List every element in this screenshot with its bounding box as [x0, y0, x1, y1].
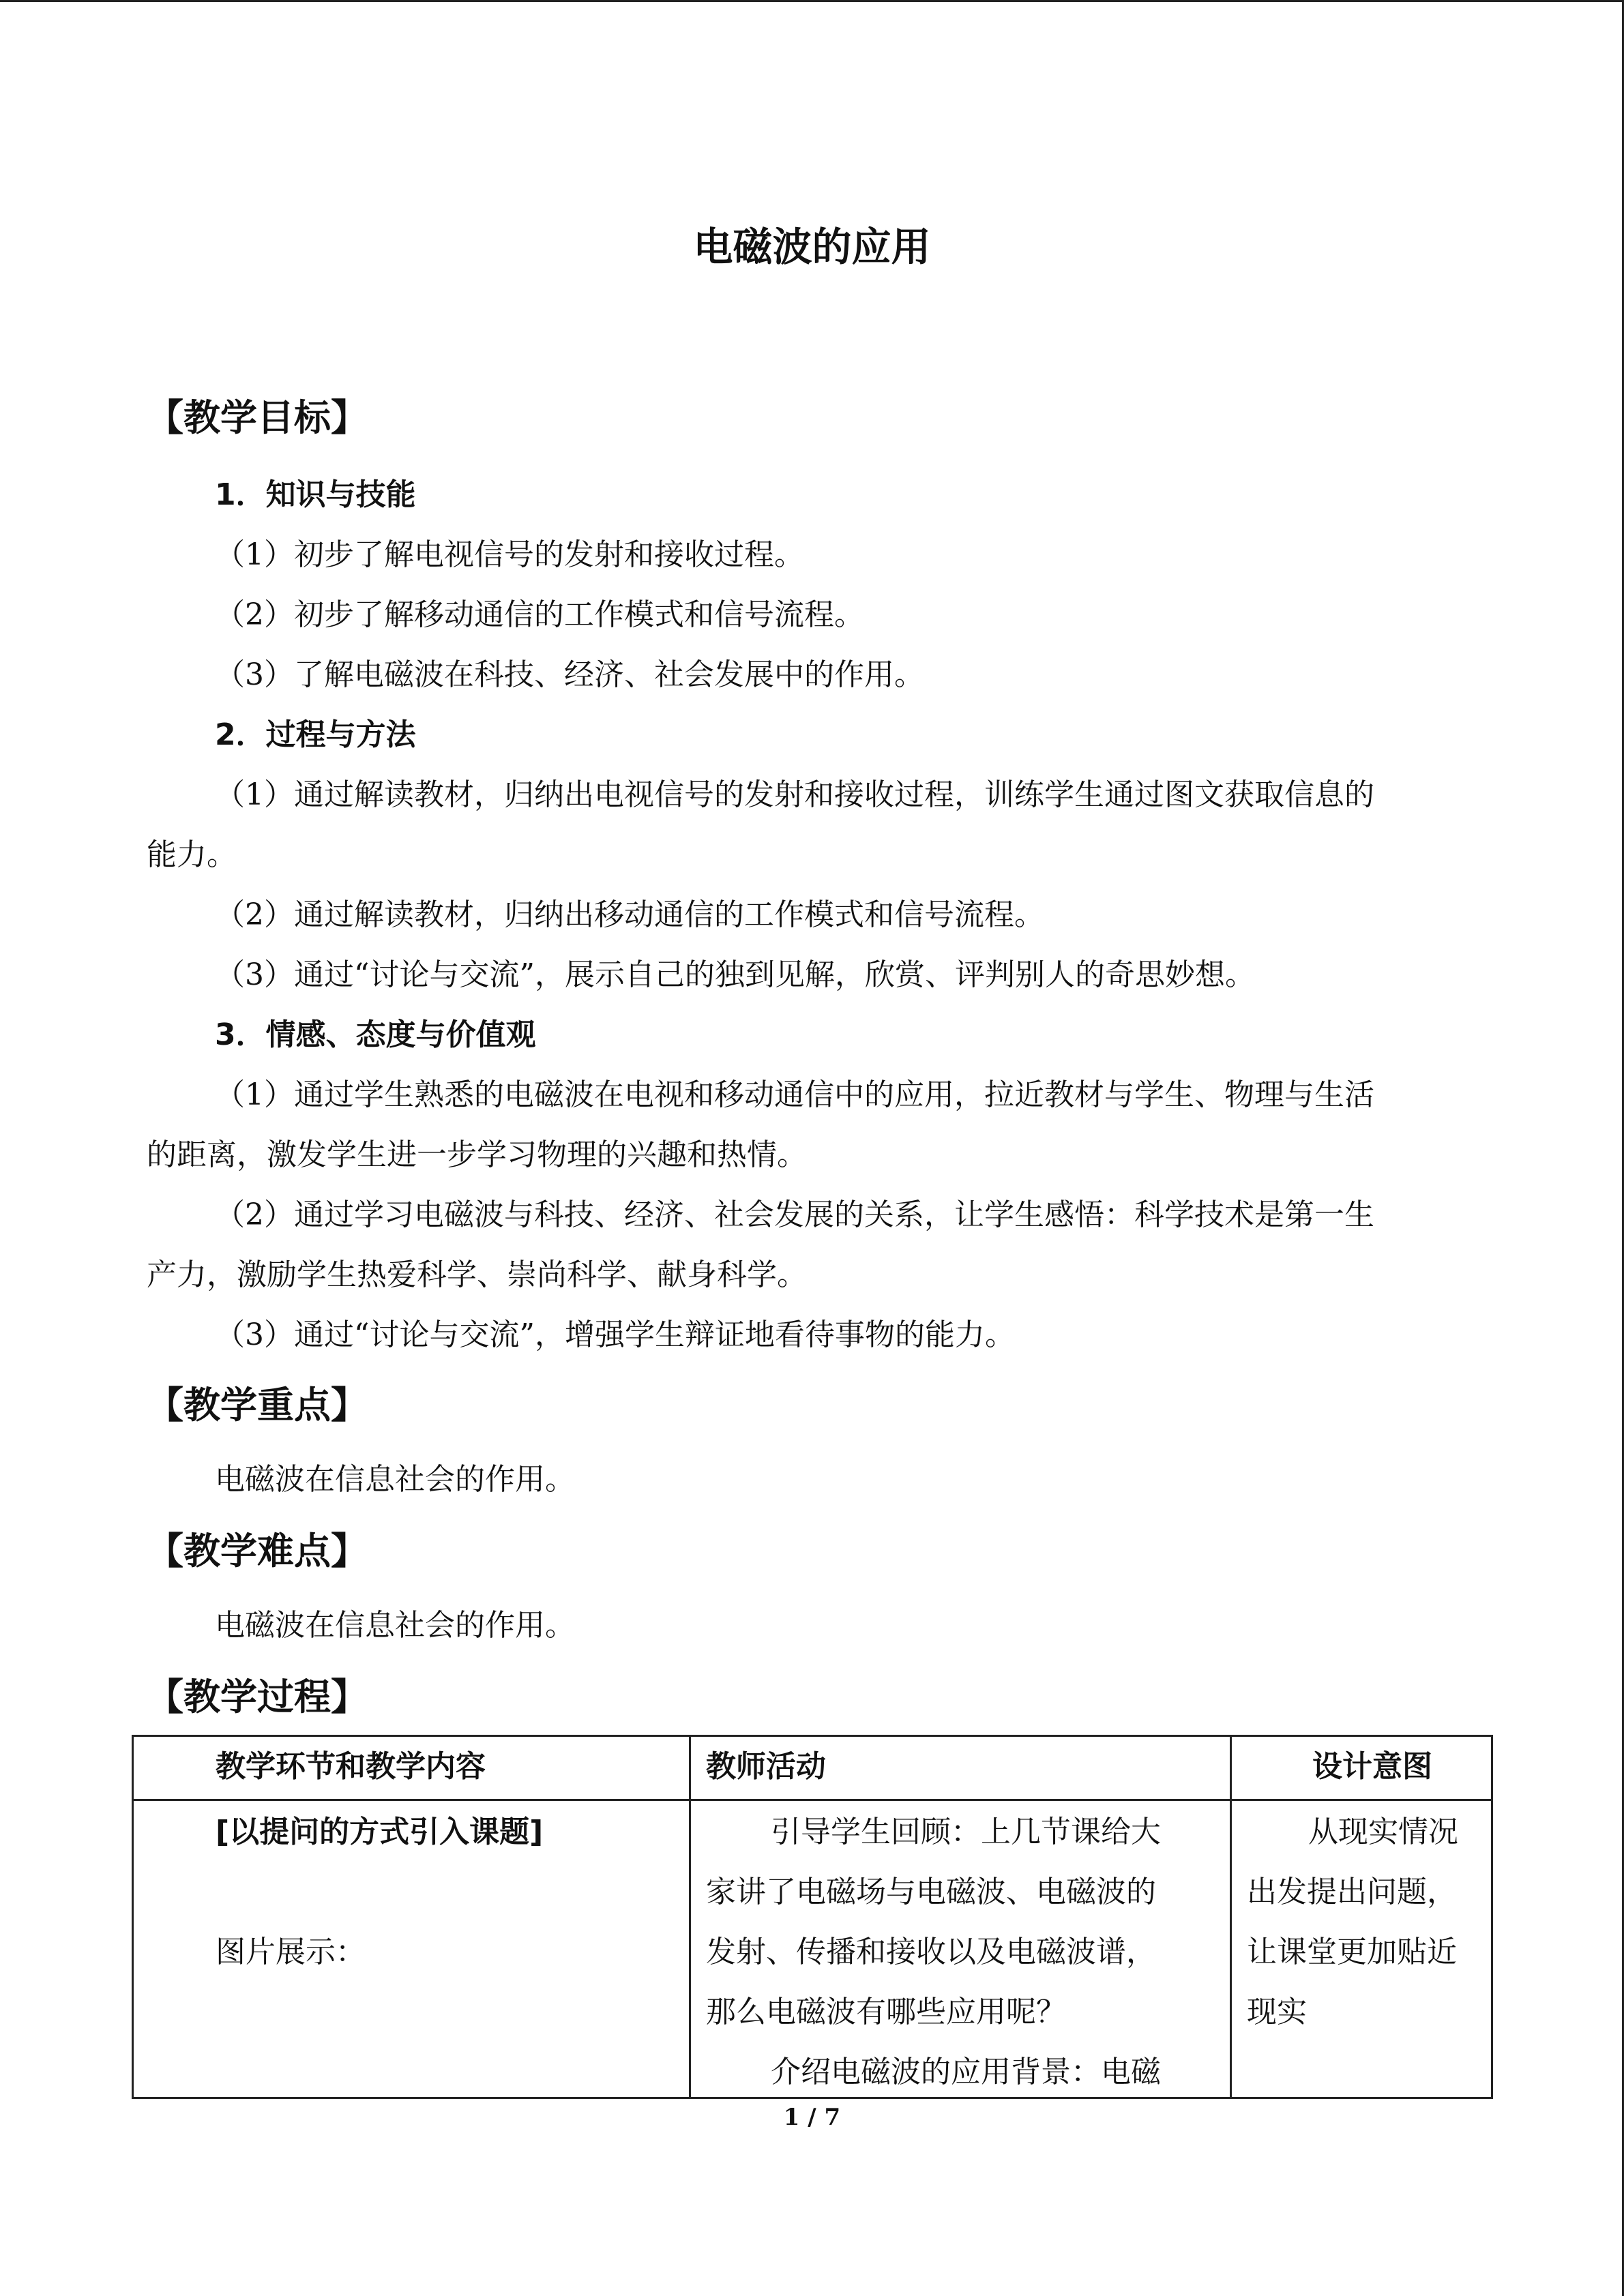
knowledge-item-1: （1）初步了解电视信号的发射和接收过程。	[215, 537, 804, 572]
header-content-label: 教学环节和教学内容	[216, 1749, 486, 1784]
header-cell-teacher	[690, 1736, 1231, 1800]
teacher-line-3: 发射、传播和接收以及电磁波谱，	[706, 1935, 1156, 1969]
header-cell-content	[133, 1736, 690, 1800]
emotion-item-3: （3）通过“讨论与交流”，增强学生辩证地看待事物的能力。	[215, 1317, 1015, 1352]
page-number: 1 / 7	[783, 2104, 841, 2131]
intent-line-4: 现实	[1247, 1995, 1307, 2029]
emotion-item-1-line-1: （1）通过学生熟悉的电磁波在电视和移动通信中的应用，拉近教材与学生、物理与生活	[215, 1077, 1374, 1112]
table-header-row	[133, 1736, 1492, 1800]
key-points-heading: 【教学重点】	[147, 1384, 368, 1427]
picture-label: 图片展示：	[216, 1935, 366, 1969]
process-section-heading: 【教学过程】	[147, 1675, 368, 1718]
table-row	[133, 1800, 1492, 2098]
process-item-2: （2）通过解读教材，归纳出移动通信的工作模式和信号流程。	[215, 897, 1044, 932]
knowledge-label: 1．知识与技能	[215, 477, 416, 512]
teacher-line-1: 引导学生回顾：上几节课给大	[771, 1815, 1161, 1849]
difficulties-heading: 【教学难点】	[147, 1530, 368, 1572]
process-item-3: （3）通过“讨论与交流”，展示自己的独到见解，欣赏、评判别人的奇思妙想。	[215, 957, 1255, 992]
header-teacher-label: 教师活动	[706, 1749, 826, 1784]
teacher-activity-cell	[690, 1800, 1231, 2098]
key-points-text: 电磁波在信息社会的作用。	[215, 1462, 575, 1497]
emotion-item-2-line-1: （2）通过学习电磁波与科技、经济、社会发展的关系，让学生感悟：科学技术是第一生	[215, 1197, 1374, 1232]
header-intent-label: 设计意图	[1312, 1749, 1432, 1784]
process-item-1-line-2: 能力。	[147, 837, 237, 872]
page-top-border	[0, 0, 1624, 2]
teacher-line-5: 介绍电磁波的应用背景：电磁	[771, 2055, 1161, 2089]
emotion-item-2-line-2: 产力，激励学生热爱科学、崇尚科学、献身科学。	[147, 1257, 807, 1292]
teacher-line-4: 那么电磁波有哪些应用呢？	[706, 1995, 1066, 2029]
intent-line-1: 从现实情况	[1308, 1815, 1458, 1849]
emotion-item-1-line-2: 的距离，激发学生进一步学习物理的兴趣和热情。	[147, 1137, 807, 1172]
emotion-label: 3．情感、态度与价值观	[215, 1017, 536, 1052]
knowledge-item-3: （3）了解电磁波在科技、经济、社会发展中的作用。	[215, 657, 924, 692]
knowledge-item-2: （2）初步了解移动通信的工作模式和信号流程。	[215, 597, 864, 632]
content-cell	[133, 1800, 690, 2098]
objectives-heading: 【教学目标】	[147, 396, 368, 439]
page-title: 电磁波的应用	[693, 224, 931, 270]
intent-line-2: 出发提出问题，	[1247, 1875, 1457, 1909]
intent-line-3: 让课堂更加贴近	[1247, 1935, 1457, 1969]
teacher-line-2: 家讲了电磁场与电磁波、电磁波的	[706, 1875, 1156, 1909]
intro-label: [以提问的方式引入课题]	[216, 1815, 544, 1849]
difficulties-text: 电磁波在信息社会的作用。	[215, 1608, 575, 1643]
header-cell-intent	[1231, 1736, 1492, 1800]
process-label: 2．过程与方法	[215, 717, 416, 752]
teaching-process-table	[132, 1735, 1493, 2099]
design-intent-cell	[1231, 1800, 1492, 2098]
process-item-1-line-1: （1）通过解读教材，归纳出电视信号的发射和接收过程，训练学生通过图文获取信息的	[215, 777, 1374, 812]
